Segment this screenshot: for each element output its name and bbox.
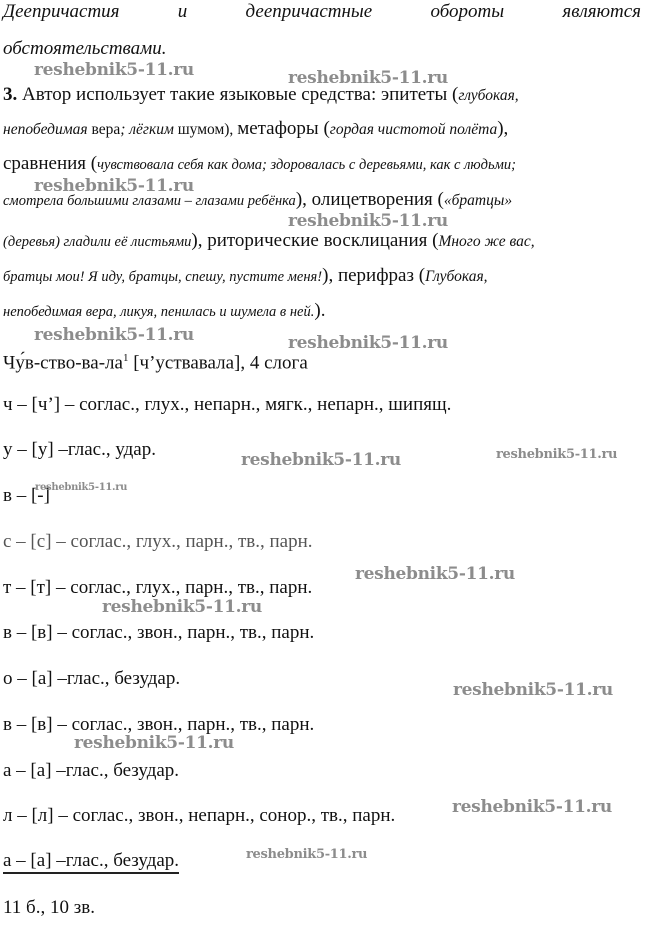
intro-word: являются <box>562 1 641 22</box>
intro-line-2: обстоятельствами. <box>3 38 167 59</box>
analysis-row: т – [т] – соглас., глух., парн., тв., парн. <box>3 577 313 598</box>
watermark: reshebnik5-11.ru <box>288 211 448 231</box>
analysis-row: в – [-] <box>3 485 50 506</box>
watermark: reshebnik5-11.ru <box>496 447 618 462</box>
task3-line-5: (деревья) гладили её листьями), риторические восклицания (Много же вас, <box>3 230 535 251</box>
intro-word: и <box>177 1 188 22</box>
analysis-row: в – [в] – соглас., звон., парн., тв., парн. <box>3 622 315 643</box>
analysis-total: 11 б., 10 зв. <box>3 897 95 918</box>
intro-word: Деепричастия <box>3 1 120 22</box>
watermark: reshebnik5-11.ru <box>288 68 448 88</box>
watermark: reshebnik5-11.ru <box>452 797 612 817</box>
watermark: reshebnik5-11.ru <box>34 60 194 80</box>
task3-line-4: смотрела большими глазами – глазами ребёнка), олицетворения («братцы» <box>3 189 513 210</box>
watermark: reshebnik5-11.ru <box>453 680 613 700</box>
watermark: reshebnik5-11.ru <box>34 176 194 196</box>
intro-word: деепричастные <box>245 1 373 22</box>
intro-line-1 <box>3 0 641 24</box>
intro-word: обороты <box>430 1 505 22</box>
analysis-row: с – [с] – соглас., глух., парн., тв., парн. <box>3 531 313 552</box>
analysis-row: ч – [ч’] – соглас., глух., непарн., мягк., непарн., шипящ. <box>3 394 452 415</box>
analysis-row-underlined: а – [а] –глас., безудар. <box>3 850 179 874</box>
task3-line-7: непобедимая вера, ликуя, пенилась и шумела в ней.). <box>3 300 326 321</box>
task3-line-2: непобедимая вера; лёгким шумом), метафоры (гордая чистотой полёта), <box>3 118 509 139</box>
watermark: reshebnik5-11.ru <box>35 482 128 493</box>
watermark: reshebnik5-11.ru <box>355 564 515 584</box>
task-number: 3. <box>3 84 18 105</box>
task3-line-3: сравнения (чувствовала себя как дома; здоровалась с деревьями, как с людьми; <box>3 153 516 174</box>
watermark: reshebnik5-11.ru <box>74 733 234 753</box>
watermark: reshebnik5-11.ru <box>288 333 448 353</box>
watermark: reshebnik5-11.ru <box>34 325 194 345</box>
watermark: reshebnik5-11.ru <box>102 597 262 617</box>
task3-line-6: братцы мои! Я иду, братцы, спешу, пустите меня!), перифраз (Глубокая, <box>3 265 488 286</box>
task3-line-1: 3. Автор использует такие языковые средства: эпитеты (глубокая, <box>3 84 519 105</box>
analysis-row: л – [л] – соглас., звон., непарн., сонор., тв., парн. <box>3 805 396 826</box>
watermark: reshebnik5-11.ru <box>241 450 401 470</box>
analysis-row: о – [а] –глас., безудар. <box>3 668 181 689</box>
analysis-row: а – [а] –глас., безудар. <box>3 760 180 781</box>
watermark: reshebnik5-11.ru <box>246 847 368 862</box>
analysis-word-line: $Чу́в-ство-ва-ла^1$ [ч’уствавала], 4 слога <box>3 352 308 374</box>
analysis-row: у – [у] –глас., удар. <box>3 439 156 460</box>
analysis-row: в – [в] – соглас., звон., парн., тв., парн. <box>3 714 315 735</box>
